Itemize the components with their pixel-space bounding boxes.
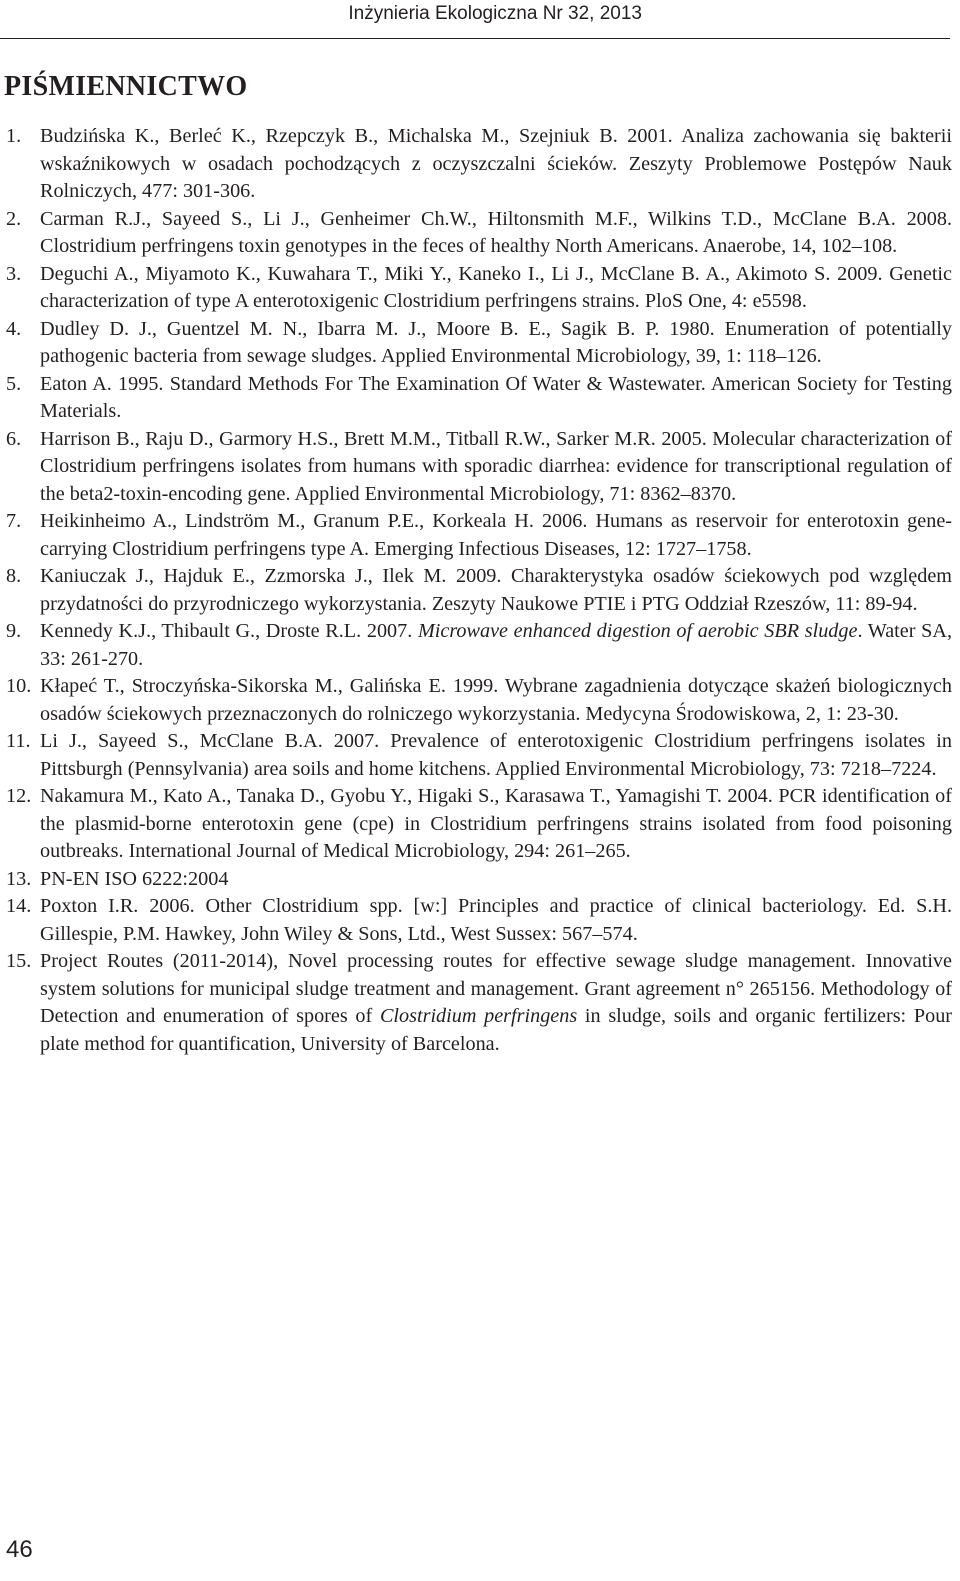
reference-number: 10. bbox=[6, 675, 32, 697]
reference-italic-title: Microwave enhanced digestion of aerobic SBR sludge bbox=[417, 620, 858, 642]
reference-text: Kaniuczak J., Hajduk E., Zzmorska J., Ilek M. 2009. Charakterystyka osadów ściekowych pod względem przydatności do przyrodniczego wykorzystania. Zeszyty Naukowe PTIE i PTG Oddział Rzeszów, 11: 89-94. bbox=[40, 565, 952, 615]
reference-number: 13. bbox=[6, 867, 32, 890]
reference-italic-species: Clostridium perfringens bbox=[379, 1005, 578, 1027]
reference-text: Kennedy K.J., Thibault G., Droste R.L. 2007. Microwave enhanced digestion of aerobic SBR sludge. Water SA, 33: 261-270. bbox=[40, 620, 952, 670]
reference-text: Harrison B., Raju D., Garmory H.S., Brett M.M., Titball R.W., Sarker M.R. 2005. Molecular characterization of Clostridium perfringens isolates from humans with sporadic diarrhea: evidence for transcriptional regulation of the beta2-toxin-encoding gene. Applied Environmental Microbiology, 71: 8362–8370. bbox=[40, 427, 952, 505]
reference-number: 1. bbox=[6, 125, 22, 147]
reference-text: Carman R.J., Sayeed S., Li J., Genheimer Ch.W., Hiltonsmith M.F., Wilkins T.D., McClane B.A. 2008. Clostridium perfringens toxin genotypes in the feces of healthy North Americans. Anaerobe, 14, 102–108. bbox=[40, 207, 952, 257]
reference-item bbox=[0, 371, 952, 426]
reference-item bbox=[0, 426, 952, 509]
reference-text: PN-EN ISO 6222:2004 bbox=[40, 867, 229, 890]
reference-text: Poxton I.R. 2006. Other Clostridium spp. [w:] Principles and practice of clinical bacteriology. Ed. S.H. Gillespie, P.M. Hawkey, John Wiley & Sons, Ltd., West Sussex: 567–574. bbox=[40, 895, 952, 945]
section-title: PIŚMIENNICTWO bbox=[4, 71, 248, 102]
reference-number: 5. bbox=[6, 372, 22, 395]
reference-item bbox=[0, 948, 952, 1058]
reference-item bbox=[0, 728, 952, 783]
reference-text: Heikinheimo A., Lindström M., Granum P.E., Korkeala H. 2006. Humans as reservoir for enterotoxin gene-carrying Clostridium perfringens type A. Emerging Infectious Diseases, 12: 1727–1758. bbox=[40, 510, 952, 560]
reference-item bbox=[0, 123, 952, 206]
reference-text: Nakamura M., Kato A., Tanaka D., Gyobu Y., Higaki S., Karasawa T., Yamagishi T. 2004. PCR identification of the plasmid-borne enterotoxin gene (cpe) in Clostridium perfringens strains isolated from food poisoning outbreaks. International Journal of Medical Microbiology, 294: 261–265. bbox=[40, 785, 952, 862]
reference-number: 11. bbox=[6, 730, 31, 752]
reference-text: Deguchi A., Miyamoto K., Kuwahara T., Miki Y., Kaneko I., Li J., McClane B. A., Akimoto S. 2009. Genetic characterization of type A enterotoxigenic Clostridium perfringens strains. PloS One, 4: e5598. bbox=[40, 262, 952, 312]
reference-number: 4. bbox=[6, 317, 22, 340]
reference-number: 14. bbox=[6, 895, 32, 917]
reference-number: 8. bbox=[6, 565, 22, 587]
reference-text: Kłapeć T., Stroczyńska-Sikorska M., Galińska E. 1999. Wybrane zagadnienia dotyczące skażeń biologicznych osadów ściekowych przeznaczonych do rolniczego wykorzystania. Medycyna Środowiskowa, 2, 1: 23-30. bbox=[40, 675, 952, 725]
reference-number: 9. bbox=[6, 620, 22, 642]
header-rule bbox=[0, 38, 950, 39]
reference-number: 12. bbox=[6, 785, 32, 807]
reference-item bbox=[0, 316, 952, 371]
reference-item bbox=[0, 261, 952, 316]
reference-text: Project Routes (2011-2014), Novel processing routes for effective sewage sludge management. Innovative system solutions for municipal sludge treatment and management. Grant agreement n° 265156. Methodology of Detection and enumeration of spores of Clostridium perfringens in sludge, soils and organic fertilizers: Pour plate method for quantification, University of Barcelona. bbox=[40, 950, 953, 1055]
reference-text: Budzińska K., Berleć K., Rzepczyk B., Michalska M., Szejniuk B. 2001. Analiza zachowania się bakterii wskaźnikowych w osadach pochodzących z oczyszczalni ścieków. Zeszyty Problemowe Postępów Nauk Rolniczych, 477: 301-306. bbox=[40, 125, 952, 202]
running-header bbox=[0, 0, 960, 40]
reference-text: Dudley D. J., Guentzel M. N., Ibarra M. J., Moore B. E., Sagik B. P. 1980. Enumeration of potentially pathogenic bacteria from sewage sludges. Applied Environmental Microbiology, 39, 1: 118–126. bbox=[40, 317, 952, 367]
reference-item bbox=[0, 206, 952, 261]
reference-item bbox=[0, 866, 952, 894]
reference-list bbox=[0, 123, 952, 1058]
reference-number: 6. bbox=[6, 427, 22, 450]
journal-title: Inżynieria Ekologiczna Nr 32, 2013 bbox=[348, 3, 642, 24]
reference-item bbox=[0, 618, 952, 673]
page-number: 46 bbox=[6, 1536, 33, 1563]
reference-item bbox=[0, 563, 952, 618]
reference-number: 3. bbox=[6, 262, 22, 285]
reference-item bbox=[0, 673, 952, 728]
reference-item bbox=[0, 893, 952, 948]
reference-text: Li J., Sayeed S., McClane B.A. 2007. Prevalence of enterotoxigenic Clostridium perfringens isolates in Pittsburgh (Pennsylvania) area soils and home kitchens. Applied Environmental Microbiology, 73: 7218–7224. bbox=[40, 730, 952, 780]
reference-item bbox=[0, 508, 952, 563]
reference-number: 15. bbox=[6, 950, 32, 972]
reference-text: Eaton A. 1995. Standard Methods For The Examination Of Water & Wastewater. American Society for Testing Materials. bbox=[40, 372, 952, 422]
reference-item bbox=[0, 783, 952, 866]
reference-number: 2. bbox=[6, 207, 22, 230]
reference-number: 7. bbox=[6, 510, 22, 532]
